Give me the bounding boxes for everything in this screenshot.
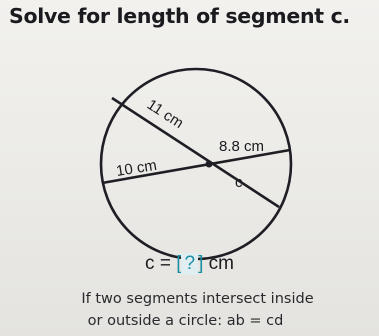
segment-b-label: 8.8 cm	[219, 138, 265, 155]
segment-c-label: c	[235, 174, 243, 191]
answer-close-bracket: ]	[198, 253, 204, 274]
hint-line-2: or outside a circle: ab = cd	[87, 313, 284, 329]
intersection-point	[206, 161, 213, 168]
problem-title: Solve for length of segment c.	[9, 4, 350, 28]
answer-unit: cm	[208, 253, 234, 274]
answer-line	[0, 253, 379, 275]
segment-d-label: 10 cm	[114, 156, 158, 180]
answer-open-bracket: [	[176, 253, 182, 274]
answer-input[interactable]: ?	[181, 253, 198, 275]
answer-prefix: c =	[145, 253, 171, 274]
hint-line-1: If two segments intersect inside	[81, 291, 314, 307]
segment-a-label: 11 cm	[143, 96, 187, 132]
